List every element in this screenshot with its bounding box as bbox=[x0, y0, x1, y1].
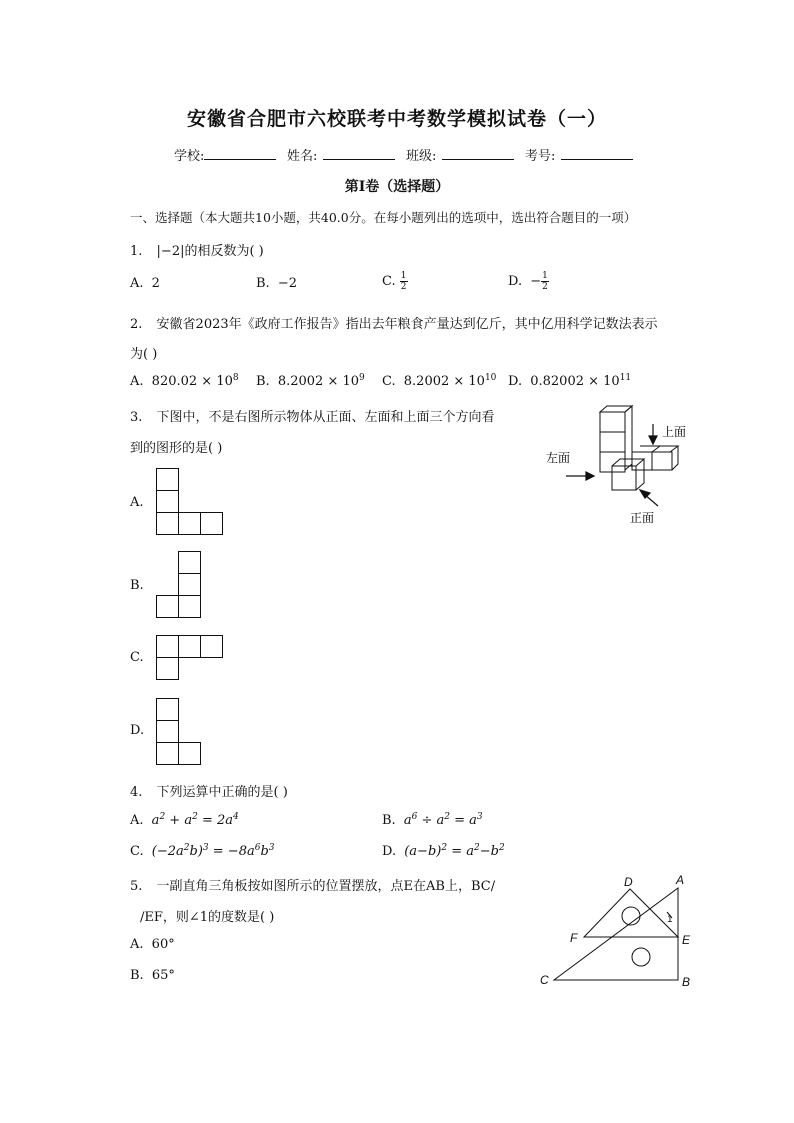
q5-option-b[interactable] bbox=[130, 968, 175, 983]
q5-option-b-label: B. bbox=[130, 968, 144, 983]
q4-option-a-expr: $a^2 + a^2 = 2a^4$ bbox=[151, 812, 239, 828]
q2-option-a-exp: 8 bbox=[232, 373, 239, 383]
q4-option-b[interactable] bbox=[382, 813, 483, 828]
q2-stem-line1 bbox=[130, 313, 658, 332]
q1-option-d-sign: − bbox=[530, 274, 542, 289]
q3-label-left: 左面 bbox=[546, 451, 571, 465]
q1-option-d-label: D. bbox=[508, 274, 523, 289]
q4-option-c-expr: $(-2a^2b)^3 = -8a^6b^3$ bbox=[151, 843, 275, 859]
part1-heading: 一、选择题（本大题共10小题，共40.0分。在每小题列出的选项中，选出符合题目的一项） bbox=[130, 210, 637, 225]
number-label: 考号: bbox=[525, 149, 556, 164]
class-label: 班级: bbox=[406, 149, 437, 164]
q5-stem-line1 bbox=[130, 875, 495, 894]
q3-stem-line1 bbox=[130, 406, 495, 425]
q5-option-b-value: 65° bbox=[151, 968, 175, 983]
q2-option-b-base: 8.2002 × 10 bbox=[277, 374, 360, 389]
q1-option-a-value: 2 bbox=[151, 276, 160, 291]
q4-text: 下列运算中正确的是( ) bbox=[156, 785, 288, 800]
q5-point-b: B bbox=[682, 975, 691, 989]
q3-option-c-label[interactable]: C. bbox=[130, 650, 144, 665]
q5-point-a: A bbox=[676, 873, 685, 887]
q4-option-c-label: C. bbox=[130, 844, 144, 859]
class-blank[interactable] bbox=[442, 147, 514, 160]
q5-option-a-value: 60° bbox=[151, 937, 175, 952]
q2-option-c-label: C. bbox=[382, 374, 396, 389]
q2-option-b[interactable] bbox=[256, 374, 365, 389]
q4-stem bbox=[130, 781, 288, 800]
q1-text: |−2|的相反数为( ) bbox=[156, 244, 264, 259]
q4-option-d-label: D. bbox=[382, 844, 397, 859]
q1-stem bbox=[130, 240, 264, 259]
q3-label-front: 正面 bbox=[630, 511, 655, 525]
q4-option-c[interactable] bbox=[130, 844, 275, 859]
q4-option-d-expr: $(a-b)^2 = a^2-b^2$ bbox=[404, 843, 505, 859]
q3-option-d-figure bbox=[156, 698, 204, 766]
q1-option-d-fraction: $\frac{1}{2}$ bbox=[542, 271, 548, 292]
number-blank[interactable] bbox=[561, 147, 633, 160]
info-school bbox=[174, 145, 280, 164]
q3-option-b-figure bbox=[156, 551, 204, 619]
q2-option-c[interactable] bbox=[382, 374, 496, 389]
q1-option-d[interactable] bbox=[508, 271, 549, 292]
q2-option-d[interactable] bbox=[508, 374, 631, 389]
q2-option-c-exp: 10 bbox=[484, 373, 497, 383]
q4-option-a-label: A. bbox=[130, 813, 144, 828]
q3-text1: 下图中，不是右图所示物体从正面、左面和上面三个方向看 bbox=[156, 410, 495, 425]
q5-angle-1: 1 bbox=[667, 914, 673, 925]
q2-option-d-exp: 11 bbox=[619, 373, 632, 383]
q5-point-d: D bbox=[624, 875, 633, 889]
exam-title: 安徽省合肥市六校联考中考数学模拟试卷（一） bbox=[186, 108, 607, 130]
q3-cube-figure bbox=[540, 404, 710, 530]
q2-option-a-label: A. bbox=[130, 374, 144, 389]
q4-option-b-expr: $a^6 \div a^2 = a^3$ bbox=[403, 812, 483, 828]
name-blank[interactable] bbox=[323, 147, 395, 160]
q2-option-c-base: 8.2002 × 10 bbox=[403, 374, 485, 389]
q3-option-a-label[interactable]: A. bbox=[130, 495, 144, 510]
info-name bbox=[287, 145, 399, 164]
q2-text1: 安徽省2023年《政府工作报告》指出去年粮食产量达到亿斤，其中亿用科学记数法表示 bbox=[156, 317, 658, 332]
q5-point-f: F bbox=[570, 931, 578, 945]
q1-option-b-label: B. bbox=[256, 276, 270, 291]
q1-option-c-label: C. bbox=[382, 274, 396, 289]
q1-option-c-fraction: $\frac{1}{2}$ bbox=[400, 271, 407, 292]
q2-text2: 为( ) bbox=[130, 347, 158, 362]
q3-option-d-label[interactable]: D. bbox=[130, 723, 145, 738]
name-label: 姓名: bbox=[287, 149, 318, 164]
q3-option-c-figure bbox=[156, 635, 226, 682]
q1-option-a-label: A. bbox=[130, 276, 144, 291]
q2-option-b-label: B. bbox=[256, 374, 270, 389]
q5-option-a-label: A. bbox=[130, 937, 144, 952]
section-title: 第I卷（选择题） bbox=[344, 179, 450, 195]
q5-number: 5. bbox=[130, 879, 143, 894]
q5-option-a[interactable] bbox=[130, 937, 175, 952]
q1-option-c[interactable] bbox=[382, 271, 408, 292]
q3-option-b-label[interactable]: B. bbox=[130, 578, 144, 593]
q5-point-e: E bbox=[682, 933, 691, 947]
q5-point-c: C bbox=[540, 973, 549, 987]
q2-option-d-base: 0.82002 × 10 bbox=[530, 374, 620, 389]
q1-number: 1. bbox=[130, 244, 143, 259]
q4-option-a[interactable] bbox=[130, 813, 239, 828]
q4-option-d[interactable] bbox=[382, 844, 505, 859]
q2-number: 2. bbox=[130, 317, 143, 332]
info-class bbox=[406, 145, 518, 164]
q3-number: 3. bbox=[130, 410, 143, 425]
q1-option-b[interactable] bbox=[256, 276, 297, 291]
q2-option-d-label: D. bbox=[508, 374, 523, 389]
q1-option-b-value: −2 bbox=[277, 276, 297, 291]
q3-option-a-figure bbox=[156, 468, 226, 536]
q3-text2: 到的图形的是( ) bbox=[130, 441, 223, 456]
info-number bbox=[525, 145, 637, 164]
q1-option-a[interactable] bbox=[130, 276, 160, 291]
q4-number: 4. bbox=[130, 785, 143, 800]
q5-triangle-figure bbox=[536, 872, 706, 992]
school-blank[interactable] bbox=[204, 147, 276, 160]
q2-option-a-base: 820.02 × 10 bbox=[151, 374, 233, 389]
q2-option-a[interactable] bbox=[130, 374, 239, 389]
school-label: 学校: bbox=[174, 149, 205, 164]
q2-option-b-exp: 9 bbox=[359, 373, 365, 383]
q3-label-top: 上面 bbox=[662, 425, 687, 439]
q4-option-b-label: B. bbox=[382, 813, 396, 828]
q5-text2: /EF，则∠1的度数是( ) bbox=[140, 910, 275, 925]
q5-text1: 一副直角三角板按如图所示的位置摆放，点E在AB上，BC/ bbox=[156, 879, 496, 894]
